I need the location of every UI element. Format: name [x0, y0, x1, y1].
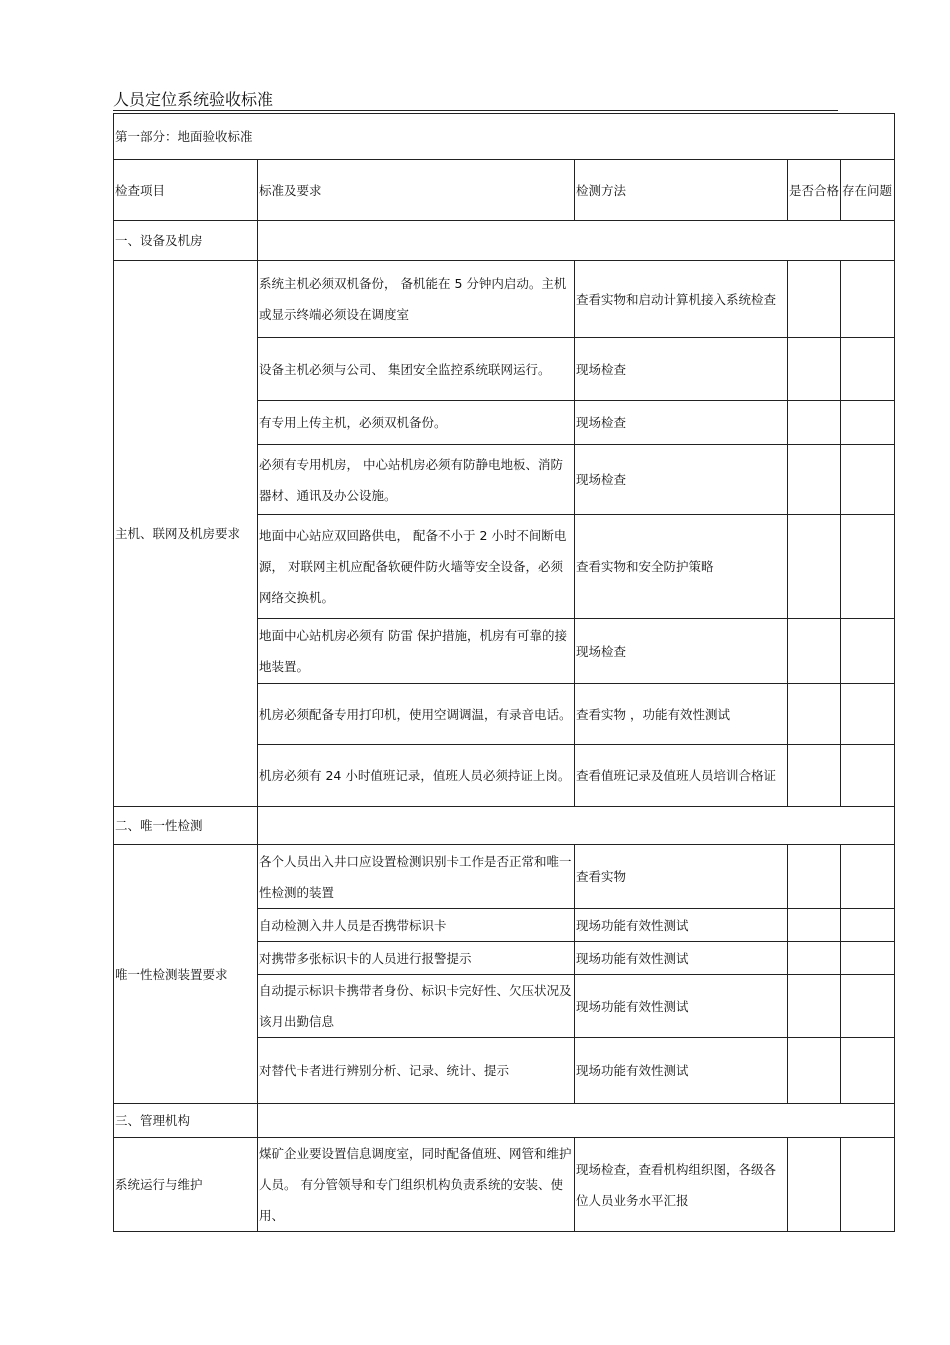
part-row: [114, 114, 895, 160]
header-standard: 标准及要求: [258, 160, 575, 221]
issue-cell: [841, 261, 895, 338]
standard-cell: 有专用上传主机，必须双机备份。: [258, 401, 575, 445]
pass-cell: [788, 909, 841, 942]
method-cell: 现场检查: [575, 338, 788, 401]
standard-cell: 机房必须有 24 小时值班记录，值班人员必须持证上岗。: [258, 745, 575, 807]
standard-cell: 设备主机必须与公司、 集团安全监控系统联网运行。: [258, 338, 575, 401]
section-heading: 三、管理机构: [114, 1104, 258, 1138]
method-cell: 现场功能有效性测试: [575, 1038, 788, 1104]
issue-cell: [841, 338, 895, 401]
header-item: 检查项目: [114, 160, 258, 221]
section-heading-blank: [258, 807, 895, 845]
section-heading: 一、设备及机房: [114, 221, 258, 261]
pass-cell: [788, 845, 841, 909]
method-cell: 查看实物和启动计算机接入系统检查: [575, 261, 788, 338]
issue-cell: [841, 975, 895, 1038]
part-heading: 第一部分：地面验收标准: [114, 114, 895, 160]
document-title: 人员定位系统验收标准: [113, 90, 838, 111]
standard-cell: 必须有专用机房， 中心站机房必须有防静电地板、消防器材、通讯及办公设施。: [258, 445, 575, 515]
pass-cell: [788, 401, 841, 445]
issue-cell: [841, 684, 895, 745]
section-heading-row: [114, 221, 895, 261]
method-cell: 查看实物 ，功能有效性测试: [575, 684, 788, 745]
issue-cell: [841, 401, 895, 445]
section-heading-row: [114, 1104, 895, 1138]
standard-cell: 自动提示标识卡携带者身份、标识卡完好性、欠压状况及该月出勤信息: [258, 975, 575, 1038]
pass-cell: [788, 745, 841, 807]
pass-cell: [788, 515, 841, 619]
method-cell: 查看值班记录及值班人员培训合格证: [575, 745, 788, 807]
standard-cell: 煤矿企业要设置信息调度室，同时配备值班、网管和维护人员。 有分管领导和专门组织机构负责系统的安装、使用、: [258, 1138, 575, 1232]
issue-cell: [841, 745, 895, 807]
issue-cell: [841, 845, 895, 909]
header-pass: 是否合格: [788, 160, 841, 221]
standard-cell: 系统主机必须双机备份， 备机能在 5 分钟内启动。主机或显示终端必须设在调度室: [258, 261, 575, 338]
standard-cell: 地面中心站应双回路供电， 配备不小于 2 小时不间断电源， 对联网主机应配备软硬件防火墙等安全设备，必须网络交换机。: [258, 515, 575, 619]
table-row: [114, 845, 895, 909]
check-item: 唯一性检测装置要求: [114, 845, 258, 1104]
method-cell: 查看实物和安全防护策略: [575, 515, 788, 619]
check-item: 系统运行与维护: [114, 1138, 258, 1232]
pass-cell: [788, 261, 841, 338]
issue-cell: [841, 1038, 895, 1104]
pass-cell: [788, 445, 841, 515]
table-row: [114, 1138, 895, 1232]
standard-cell: 对携带多张标识卡的人员进行报警提示: [258, 942, 575, 975]
acceptance-table: [113, 113, 895, 1232]
method-cell: 现场检查: [575, 401, 788, 445]
issue-cell: [841, 909, 895, 942]
issue-cell: [841, 1138, 895, 1232]
check-item: 主机、联网及机房要求: [114, 261, 258, 807]
standard-cell: 各个人员出入井口应设置检测识别卡工作是否正常和唯一性检测的装置: [258, 845, 575, 909]
standard-cell: 自动检测入井人员是否携带标识卡: [258, 909, 575, 942]
section-heading-row: [114, 807, 895, 845]
section-heading: 二、唯一性检测: [114, 807, 258, 845]
pass-cell: [788, 975, 841, 1038]
method-cell: 现场功能有效性测试: [575, 975, 788, 1038]
pass-cell: [788, 619, 841, 684]
method-cell: 现场检查: [575, 619, 788, 684]
standard-cell: 地面中心站机房必须有 防雷 保护措施，机房有可靠的接地装置。: [258, 619, 575, 684]
pass-cell: [788, 684, 841, 745]
pass-cell: [788, 338, 841, 401]
method-cell: 现场检查，查看机构组织图，各级各位人员业务水平汇报: [575, 1138, 788, 1232]
method-cell: 查看实物: [575, 845, 788, 909]
issue-cell: [841, 942, 895, 975]
method-cell: 现场检查: [575, 445, 788, 515]
header-issue: 存在问题: [841, 160, 895, 221]
pass-cell: [788, 1038, 841, 1104]
table-row: [114, 261, 895, 338]
header-method: 检测方法: [575, 160, 788, 221]
issue-cell: [841, 619, 895, 684]
header-row: [114, 160, 895, 221]
issue-cell: [841, 515, 895, 619]
issue-cell: [841, 445, 895, 515]
pass-cell: [788, 1138, 841, 1232]
section-heading-blank: [258, 221, 895, 261]
standard-cell: 对替代卡者进行辨别分析、记录、统计、提示: [258, 1038, 575, 1104]
standard-cell: 机房必须配备专用打印机，使用空调调温，有录音电话。: [258, 684, 575, 745]
section-heading-blank: [258, 1104, 895, 1138]
method-cell: 现场功能有效性测试: [575, 909, 788, 942]
pass-cell: [788, 942, 841, 975]
method-cell: 现场功能有效性测试: [575, 942, 788, 975]
